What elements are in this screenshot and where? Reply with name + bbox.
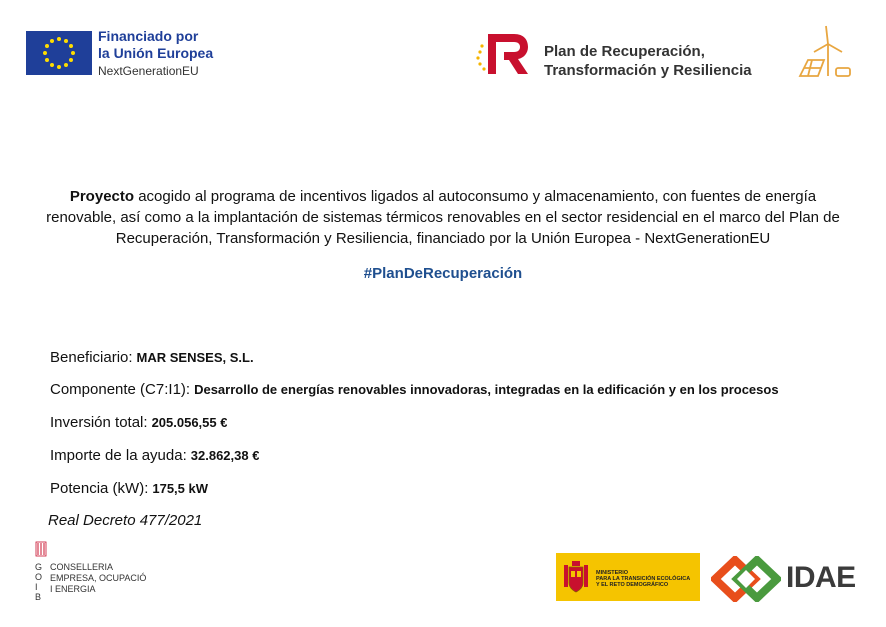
eu-flag-logo	[26, 31, 92, 75]
goib-flag-icon	[34, 540, 54, 560]
ministerio-text	[596, 570, 690, 588]
goib-letter: O	[35, 572, 43, 582]
componente-value: Desarrollo de energías renovables innovadoras, integradas en la edificación y en los procesos	[194, 382, 779, 397]
project-description	[40, 186, 846, 249]
spain-coat-of-arms-icon	[562, 559, 590, 595]
potencia-label: Potencia (kW):	[50, 480, 149, 497]
componente-label: Componente (C7:I1):	[50, 381, 191, 398]
inversion-row	[50, 414, 227, 432]
inversion-value: 205.056,55 €	[151, 415, 228, 430]
importe-value: 32.862,38 €	[190, 448, 260, 463]
inversion-label: Inversión total:	[50, 414, 148, 431]
goib-conselleria	[50, 562, 146, 595]
importe-row	[50, 447, 259, 465]
beneficiario-label: Beneficiario:	[50, 349, 133, 366]
goib-line2: EMPRESA, OCUPACIÓ	[50, 573, 147, 583]
ministerio-line3: Y EL RETO DEMOGRÁFICO	[596, 582, 669, 588]
eu-line3: NextGenerationEU	[98, 63, 199, 78]
potencia-value: 175,5 kW	[152, 481, 209, 496]
componente-row	[50, 381, 840, 399]
wind-solar-icon	[798, 24, 854, 82]
prtr-title	[544, 42, 752, 80]
beneficiario-value: MAR SENSES, S.L.	[136, 350, 254, 365]
real-decreto: Real Decreto 477/2021	[48, 512, 203, 529]
goib-letter: I	[35, 582, 38, 592]
eu-stars-icon	[26, 31, 92, 75]
idae-wordmark: IDAE	[786, 561, 856, 594]
eu-line1: Financiado por	[98, 28, 199, 44]
eu-funding-text	[98, 28, 213, 78]
ministerio-line1: MINISTERIO	[596, 570, 629, 576]
goib-line3: I ENERGIA	[50, 584, 96, 594]
prtr-line1: Plan de Recuperación,	[544, 43, 705, 60]
potencia-row	[50, 480, 208, 498]
prtr-line2: Transformación y Resiliencia	[544, 62, 752, 79]
goib-letter: G	[35, 562, 43, 572]
idae-symbol-icon	[711, 556, 781, 602]
hashtag: #PlanDeRecuperación	[363, 265, 523, 282]
goib-letters	[35, 562, 42, 602]
ministerio-line2: PARA LA TRANSICIÓN ECOLÓGICA	[596, 576, 691, 582]
importe-label: Importe de la ayuda:	[50, 447, 187, 464]
prtr-logo-icon	[474, 30, 532, 78]
eu-line2: la Unión Europea	[98, 44, 214, 61]
beneficiario-row	[50, 349, 254, 367]
goib-line1: CONSELLERIA	[50, 562, 114, 572]
project-text: acogido al programa de incentivos ligados al autoconsumo y almacenamiento, con fuentes de energía renovable, así como a la implantación de sistemas térmicos renovables en el sector residencial en el marco del Plan de Recuperación, Transformación y Resiliencia, financiado por la Unión Europea - NextGenerationEU	[46, 188, 840, 247]
project-lead: Proyecto	[69, 188, 135, 205]
goib-letter: B	[35, 592, 42, 602]
